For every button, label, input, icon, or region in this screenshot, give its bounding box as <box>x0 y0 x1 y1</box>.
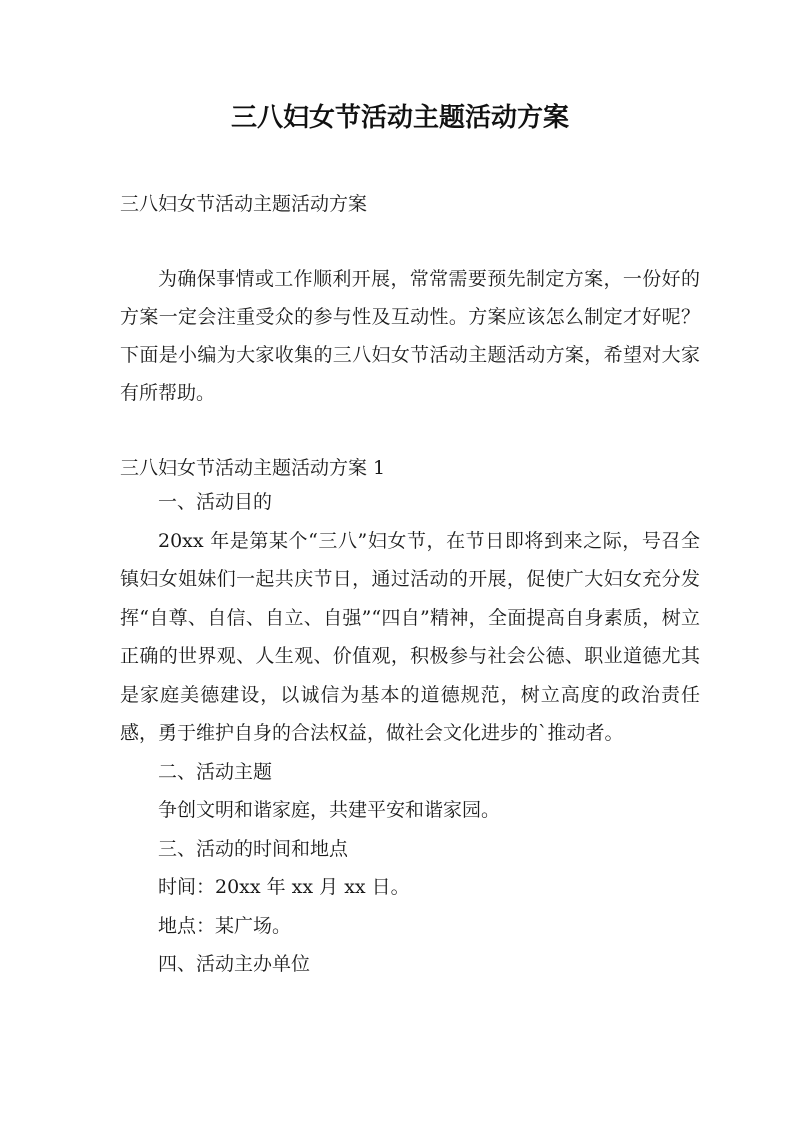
heading-activity-theme: 二、活动主题 <box>158 760 273 783</box>
heading-activity-purpose: 一、活动目的 <box>158 491 273 513</box>
text-place: 地点：某广场。 <box>158 914 292 937</box>
text-time: 时间：20xx 年 xx 月 xx 日。 <box>158 876 410 898</box>
intro-paragraph: 为确保事情或工作顺利开展，常常需要预先制定方案，一份好的方案一定会注重受众的参与性及互动性。方案应该怎么制定才好呢？下面是小编为大家收集的三八妇女节活动主题活动方案，希望对大家有所帮助。 <box>120 268 700 404</box>
section-body <box>120 483 700 984</box>
document-subtitle: 三八妇女节活动主题活动方案 <box>120 193 368 215</box>
heading-organizer: 四、活动主办单位 <box>158 953 311 975</box>
document-title: 三八妇女节活动主题活动方案 <box>230 103 569 133</box>
text-activity-theme: 争创文明和谐家庭，共建平安和谐家园。 <box>158 799 501 821</box>
heading-time-place: 三、活动的时间和地点 <box>158 837 349 860</box>
section-title: 三八妇女节活动主题活动方案 1 <box>120 457 386 479</box>
paragraph-activity-purpose: 20xx 年是第某个“三八”妇女节，在节日即将到来之际，号召全镇妇女姐妹们一起共庆节日，通过活动的开展，促使广大妇女充分发挥“自尊、自信、自立、自强”“四自”精神，全面提高自身素质，树立正确的世界观、人生观、价值观，积极参与社会公德、职业道德尤其是家庭美德建设，以诚信为基本的道德规范，树立高度的政治责任感，勇于维护自身的合法权益，做社会文化进步的`推动者。 <box>120 529 700 744</box>
